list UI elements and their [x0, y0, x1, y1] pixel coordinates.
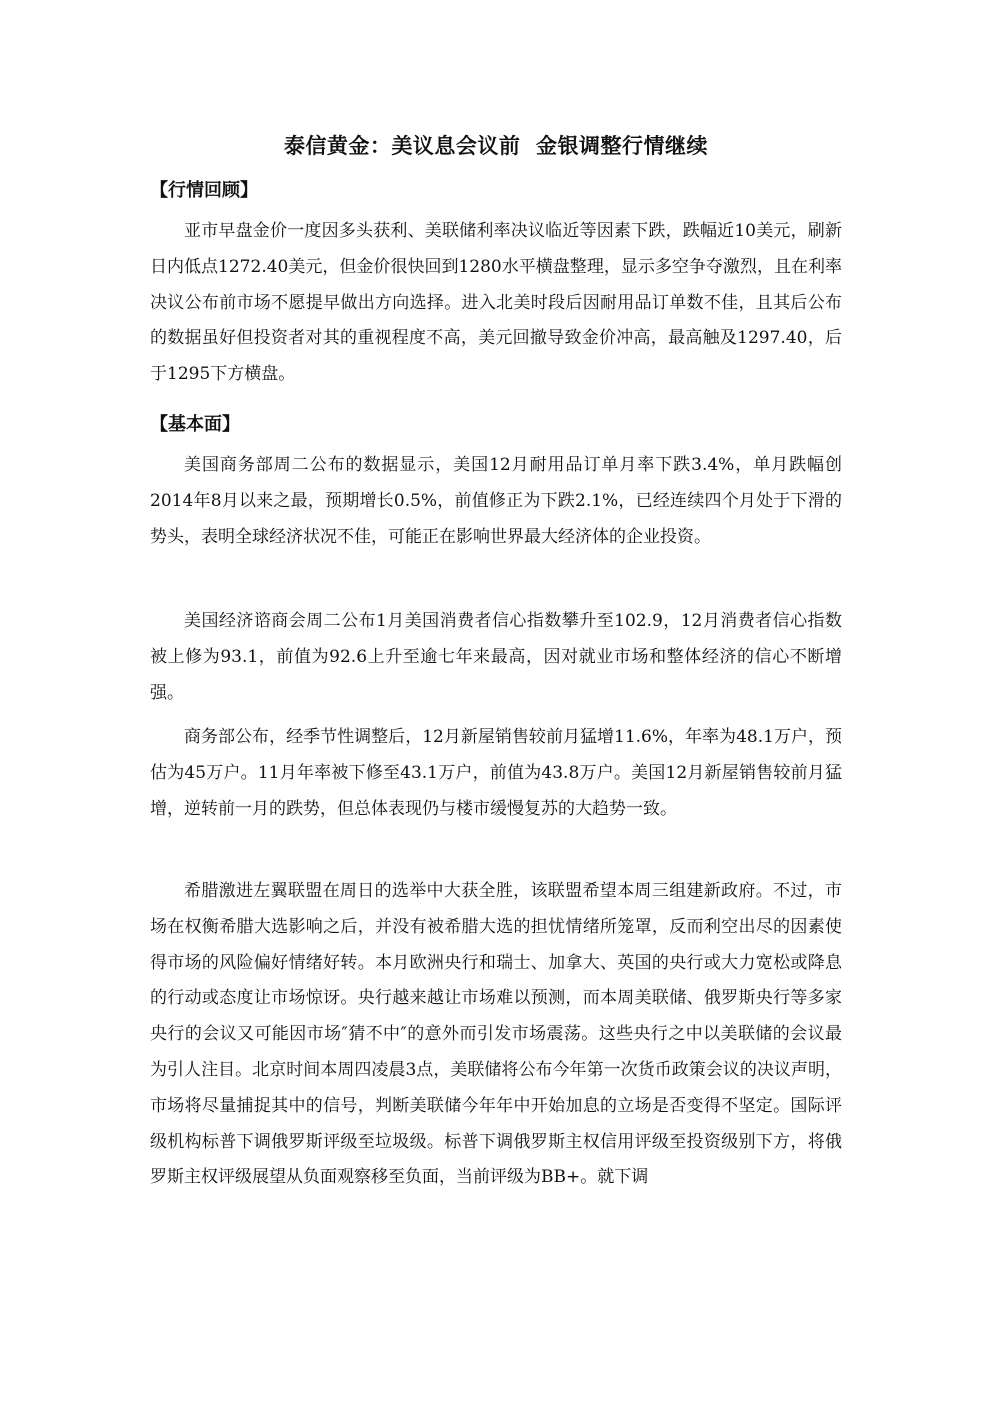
document-title: 泰信黄金：美议息会议前 金银调整行情继续: [283, 134, 709, 158]
paragraph-durable-goods: 美国商务部周二公布的数据显示，美国12月耐用品订单月率下跌3.4%，单月跌幅创2014年8月以来之最，预期增长0.5%，前值修正为下跌2.1%，已经连续四个月处于下滑的势头，表明全球经济状况不佳，可能正在影响世界最大经济体的企业投资。: [150, 455, 842, 547]
paragraph-new-home-sales: 商务部公布，经季节性调整后，12月新屋销售较前月猛增11.6%，年率为48.1万户，预估为45万户。11月年率被下修至43.1万户，前值为43.8万户。美国12月新屋销售较前月猛增，逆转前一月的跌势，但总体表现仍与楼市缓慢复苏的大趋势一致。: [150, 727, 842, 819]
section-heading-fundamentals: 【基本面】: [150, 414, 240, 435]
section-heading-market-review: 【行情回顾】: [150, 180, 258, 201]
paragraph-market-review: 亚市早盘金价一度因多头获利、美联储利率决议临近等因素下跌，跌幅近10美元，刷新日内低点1272.40美元，但金价很快回到1280水平横盘整理，显示多空争夺激烈，且在利率决议公布前市场不愿提早做出方向选择。进入北美时段后因耐用品订单数不佳，且其后公布的数据虽好但投资者对其的重视程度不高，美元回撤导致金价冲高，最高触及1297.40，后于1295下方横盘。: [150, 221, 842, 385]
paragraph-consumer-confidence: 美国经济谘商会周二公布1月美国消费者信心指数攀升至102.9，12月消费者信心指数被上修为93.1，前值为92.6上升至逾七年来最高，因对就业市场和整体经济的信心不断增强。: [150, 611, 842, 703]
paragraph-greece-central-banks: 希腊激进左翼联盟在周日的选举中大获全胜，该联盟希望本周三组建新政府。不过，市场在权衡希腊大选影响之后，并没有被希腊大选的担忧情绪所笼罩，反而利空出尽的因素使得市场的风险偏好情绪好转。本月欧洲央行和瑞士、加拿大、英国的央行或大力宽松或降息的行动或态度让市场惊讶。央行越来越让市场难以预测，而本周美联储、俄罗斯央行等多家央行的会议又可能因市场″猜不中″的意外而引发市场震荡。这些央行之中以美联储的会议最为引人注目。北京时间本周四凌晨3点，美联储将公布今年第一次货币政策会议的决议声明，市场将尽量捕捉其中的信号，判断美联储今年年中开始加息的立场是否变得不坚定。国际评级机构标普下调俄罗斯评级至垃圾级。标普下调俄罗斯主权信用评级至投资级别下方，将俄罗斯主权评级展望从负面观察移至负面，当前评级为BB+。就下调: [150, 881, 842, 1188]
